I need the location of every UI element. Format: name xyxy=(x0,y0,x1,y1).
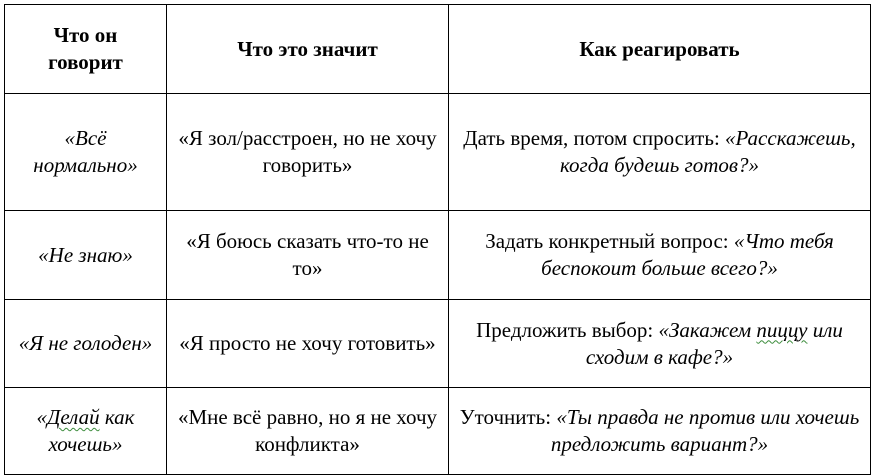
cell-means: «Я просто не хочу готовить» xyxy=(167,300,449,388)
react-quote-part: «Закажем xyxy=(658,317,757,342)
spellcheck-word: Делай xyxy=(47,405,100,429)
cell-says xyxy=(5,211,167,300)
header-row xyxy=(5,5,871,94)
table-row xyxy=(5,211,871,300)
cell-says xyxy=(5,388,167,475)
header-react: Как реагировать xyxy=(449,5,871,94)
says-text: «Всё нормально» xyxy=(33,126,138,177)
says-part: « xyxy=(36,405,48,429)
react-quote-part: или сходим в кафе?» xyxy=(585,317,843,369)
cell-react xyxy=(449,211,871,300)
cell-react xyxy=(449,388,871,475)
cell-react xyxy=(449,300,871,388)
header-says: Что он говорит xyxy=(5,5,167,94)
table-row xyxy=(5,94,871,211)
cell-means: «Я зол/расстроен, но не хочу говорить» xyxy=(167,94,449,211)
communication-table xyxy=(4,4,871,475)
says-text: «Не знаю» xyxy=(38,242,133,267)
cell-says xyxy=(5,300,167,388)
spellcheck-word: пиццу xyxy=(756,317,808,342)
says-part: как хочешь» xyxy=(48,405,135,456)
react-quote: «Расскажешь, когда будешь готов?» xyxy=(560,126,856,177)
react-plain: Предложить выбор: xyxy=(476,317,659,342)
says-text xyxy=(37,405,135,456)
header-means: Что это значит xyxy=(167,5,449,94)
says-text: «Я не голоден» xyxy=(18,331,153,355)
table-row xyxy=(5,388,871,475)
react-quote: «Что тебя беспокоит больше всего?» xyxy=(541,229,834,280)
cell-react xyxy=(449,94,871,211)
cell-means: «Я боюсь сказать что-то не то» xyxy=(167,211,449,300)
cell-means: «Мне всё равно, но я не хочу конфликта» xyxy=(167,388,449,475)
react-plain: Задать конкретный вопрос: xyxy=(485,229,734,253)
table-row xyxy=(5,300,871,388)
react-plain: Уточнить: xyxy=(459,405,557,429)
cell-says xyxy=(5,94,167,211)
react-quote: «Ты правда не против или хочешь предложить вариант?» xyxy=(550,405,860,456)
react-plain: Дать время, потом спросить: xyxy=(463,126,726,150)
